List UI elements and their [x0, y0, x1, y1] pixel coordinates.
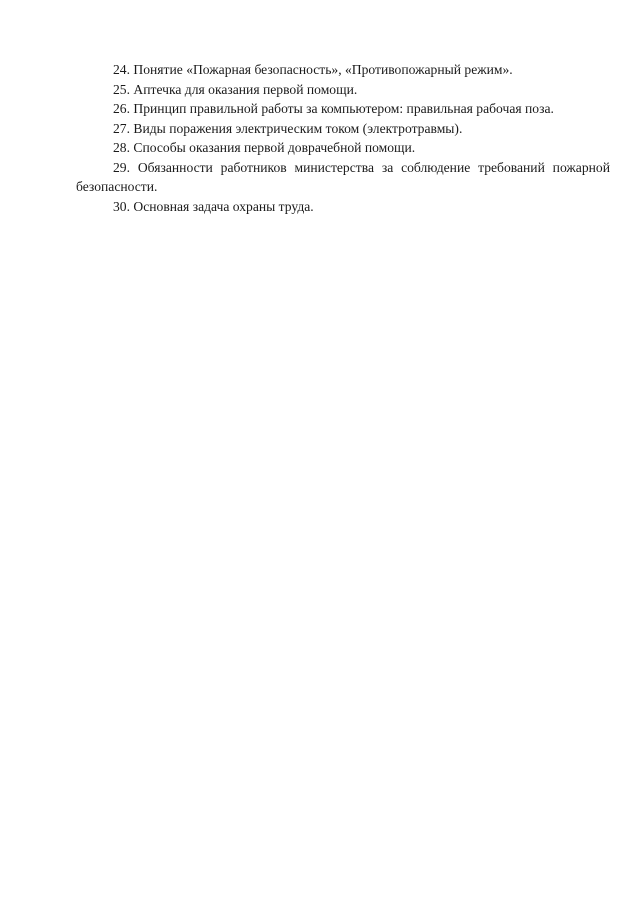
item-number: 30. — [113, 198, 130, 214]
item-text: Понятие «Пожарная безопасность», «Противопожарный режим». — [133, 62, 513, 77]
list-item — [76, 119, 610, 139]
item-text: Аптечка для оказания первой помощи. — [133, 81, 358, 97]
list-item — [76, 80, 610, 100]
item-number: 29. — [113, 159, 130, 175]
list-item — [76, 158, 610, 197]
list-item — [76, 138, 610, 158]
item-text: Принцип правильной работы за компьютером: правильная рабочая поза. — [133, 101, 554, 116]
item-number: 28. — [113, 140, 130, 155]
list-item — [76, 99, 610, 119]
list-item — [76, 197, 610, 217]
item-text: Основная задача охраны труда. — [133, 198, 314, 214]
item-text: Способы оказания первой доврачебной помощи. — [133, 140, 416, 155]
item-number: 26. — [113, 101, 130, 116]
item-number: 25. — [113, 81, 130, 97]
item-number: 27. — [113, 120, 130, 136]
item-text: Виды поражения электрическим током (электротравмы). — [133, 120, 463, 136]
list-item — [76, 60, 610, 80]
item-text: Обязанности работников министерства за соблюдение требований пожарной безопасности. — [76, 159, 610, 194]
question-list — [76, 60, 610, 216]
item-number: 24. — [113, 62, 130, 77]
